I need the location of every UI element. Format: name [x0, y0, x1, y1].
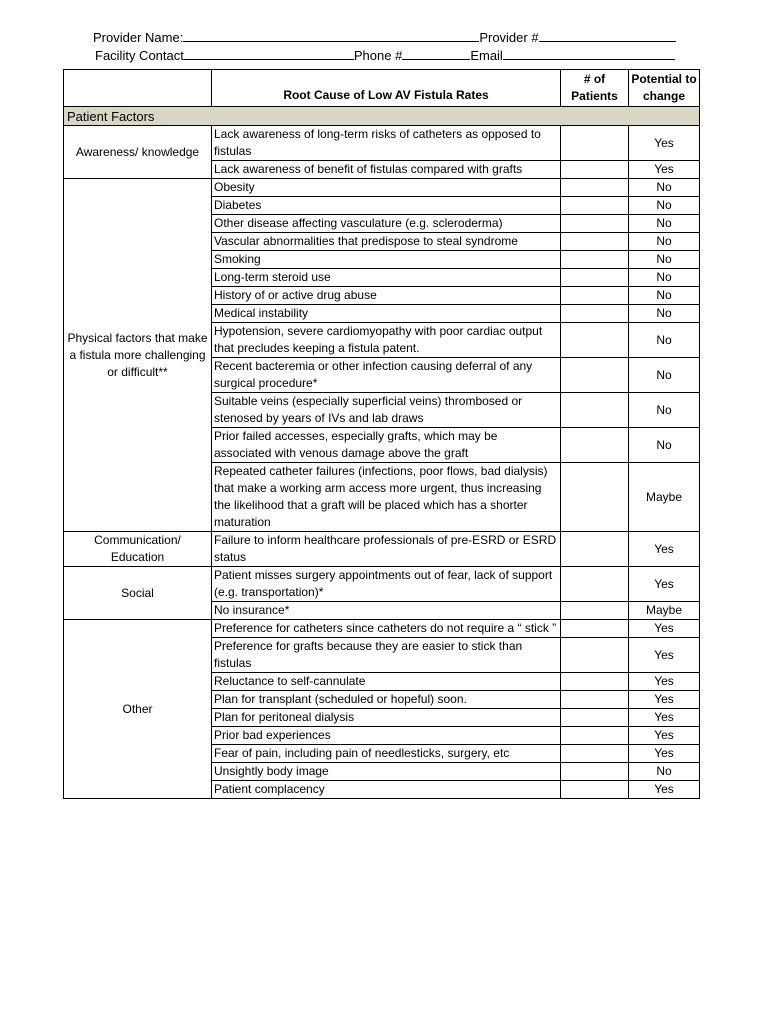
potential-change-cell: No [629, 358, 700, 393]
cause-column-header: Root Cause of Low AV Fistula Rates [212, 70, 561, 107]
root-cause-cell: Suitable veins (especially superficial veins) thrombosed or stenosed by years of IVs and lab draws [212, 393, 561, 428]
patients-count-cell[interactable] [561, 428, 629, 463]
potential-change-cell: Yes [629, 532, 700, 567]
potential-change-cell: No [629, 233, 700, 251]
patients-count-cell[interactable] [561, 323, 629, 358]
root-cause-cell: Lack awareness of benefit of fistulas compared with grafts [212, 161, 561, 179]
change-header-line1: Potential to [631, 72, 697, 86]
provider-line [0, 29, 676, 45]
patients-count-cell[interactable] [561, 393, 629, 428]
potential-change-cell: Yes [629, 161, 700, 179]
potential-change-cell: Yes [629, 673, 700, 691]
potential-change-cell: Yes [629, 620, 700, 638]
category-cell: Physical factors that make a fistula more challenging or difficult** [64, 179, 212, 532]
potential-change-cell: No [629, 197, 700, 215]
root-cause-cell: Prior bad experiences [212, 727, 561, 745]
root-cause-cell: Vascular abnormalities that predispose to steal syndrome [212, 233, 561, 251]
email-label: Email [470, 48, 503, 63]
table-row [64, 126, 700, 161]
change-column-header [629, 70, 700, 107]
root-cause-cell: Smoking [212, 251, 561, 269]
patients-count-cell[interactable] [561, 673, 629, 691]
potential-change-cell: Yes [629, 126, 700, 161]
potential-change-cell: Yes [629, 781, 700, 799]
patients-count-cell[interactable] [561, 602, 629, 620]
facility-contact-field[interactable] [184, 47, 354, 60]
category-header-cell [64, 70, 212, 107]
patients-count-cell[interactable] [561, 745, 629, 763]
root-cause-cell: Diabetes [212, 197, 561, 215]
potential-change-cell: No [629, 305, 700, 323]
root-cause-cell: Prior failed accesses, especially grafts, which may be associated with venous damage above the graft [212, 428, 561, 463]
root-cause-cell: Reluctance to self-cannulate [212, 673, 561, 691]
potential-change-cell: Maybe [629, 463, 700, 532]
category-cell: Other [64, 620, 212, 799]
category-cell: Social [64, 567, 212, 620]
patients-header-line1: # of [583, 72, 606, 86]
provider-name-label: Provider Name: [93, 30, 184, 45]
patients-count-cell[interactable] [561, 709, 629, 727]
root-cause-cell: Medical instability [212, 305, 561, 323]
root-cause-cell: Unsightly body image [212, 763, 561, 781]
patients-count-cell[interactable] [561, 727, 629, 745]
root-cause-cell: Lack awareness of long-term risks of catheters as opposed to fistulas [212, 126, 561, 161]
potential-change-cell: No [629, 251, 700, 269]
contact-line [0, 47, 675, 63]
potential-change-cell: Yes [629, 745, 700, 763]
potential-change-cell: Yes [629, 567, 700, 602]
root-cause-cell: Recent bacteremia or other infection causing deferral of any surgical procedure* [212, 358, 561, 393]
section-header-row [64, 107, 700, 126]
potential-change-cell: Yes [629, 691, 700, 709]
patients-count-cell[interactable] [561, 567, 629, 602]
potential-change-cell: Yes [629, 727, 700, 745]
root-cause-cell: No insurance* [212, 602, 561, 620]
root-cause-cell: Repeated catheter failures (infections, poor flows, bad dialysis) that make a working arm access more urgent, thus increasing the likelihood that a graft will be placed which has a shorter maturation [212, 463, 561, 532]
patients-header-line2: Patients [571, 89, 618, 103]
patients-count-cell[interactable] [561, 215, 629, 233]
table-row [64, 620, 700, 638]
table-row [64, 179, 700, 197]
patients-count-cell[interactable] [561, 179, 629, 197]
category-cell: Awareness/ knowledge [64, 126, 212, 179]
potential-change-cell: Yes [629, 709, 700, 727]
patients-count-cell[interactable] [561, 161, 629, 179]
root-cause-cell: Plan for peritoneal dialysis [212, 709, 561, 727]
root-cause-cell: Failure to inform healthcare professionals of pre-ESRD or ESRD status [212, 532, 561, 567]
potential-change-cell: No [629, 269, 700, 287]
potential-change-cell: Maybe [629, 602, 700, 620]
root-cause-cell: Hypotension, severe cardiomyopathy with poor cardiac output that precludes keeping a fistula patent. [212, 323, 561, 358]
patients-count-cell[interactable] [561, 691, 629, 709]
root-cause-cell: History of or active drug abuse [212, 287, 561, 305]
change-header-line2: change [642, 89, 685, 103]
patients-count-cell[interactable] [561, 233, 629, 251]
patients-count-cell[interactable] [561, 620, 629, 638]
root-cause-table [63, 69, 700, 799]
patients-count-cell[interactable] [561, 287, 629, 305]
patients-count-cell[interactable] [561, 638, 629, 673]
root-cause-cell: Preference for catheters since catheters do not require a “ stick ” [212, 620, 561, 638]
patients-count-cell[interactable] [561, 463, 629, 532]
section-title: Patient Factors [64, 107, 700, 126]
provider-name-field[interactable] [183, 29, 479, 42]
root-cause-cell: Obesity [212, 179, 561, 197]
patients-count-cell[interactable] [561, 197, 629, 215]
potential-change-cell: Yes [629, 638, 700, 673]
root-cause-cell: Preference for grafts because they are easier to stick than fistulas [212, 638, 561, 673]
potential-change-cell: No [629, 323, 700, 358]
table-row [64, 532, 700, 567]
patients-count-cell[interactable] [561, 305, 629, 323]
patients-count-cell[interactable] [561, 358, 629, 393]
category-cell: Communication/ Education [64, 532, 212, 567]
potential-change-cell: No [629, 763, 700, 781]
root-cause-cell: Other disease affecting vasculature (e.g. scleroderma) [212, 215, 561, 233]
table-header-row [64, 70, 700, 107]
provider-number-label: Provider # [479, 30, 539, 45]
phone-label: Phone # [353, 48, 403, 63]
root-cause-cell: Long-term steroid use [212, 269, 561, 287]
potential-change-cell: No [629, 428, 700, 463]
potential-change-cell: No [629, 393, 700, 428]
potential-change-cell: No [629, 179, 700, 197]
provider-number-field[interactable] [539, 29, 676, 42]
patients-count-cell[interactable] [561, 763, 629, 781]
potential-change-cell: No [629, 215, 700, 233]
patients-count-cell[interactable] [561, 781, 629, 799]
root-cause-cell: Patient complacency [212, 781, 561, 799]
potential-change-cell: No [629, 287, 700, 305]
phone-field[interactable] [402, 47, 470, 60]
root-cause-cell: Fear of pain, including pain of needlesticks, surgery, etc [212, 745, 561, 763]
patients-count-cell[interactable] [561, 251, 629, 269]
patients-count-cell[interactable] [561, 269, 629, 287]
facility-contact-label: Facility Contact [95, 48, 184, 63]
email-field[interactable] [503, 47, 675, 60]
patients-column-header [561, 70, 629, 107]
table-row [64, 567, 700, 602]
patients-count-cell[interactable] [561, 532, 629, 567]
root-cause-cell: Patient misses surgery appointments out of fear, lack of support (e.g. transportation)* [212, 567, 561, 602]
root-cause-cell: Plan for transplant (scheduled or hopeful) soon. [212, 691, 561, 709]
patients-count-cell[interactable] [561, 126, 629, 161]
